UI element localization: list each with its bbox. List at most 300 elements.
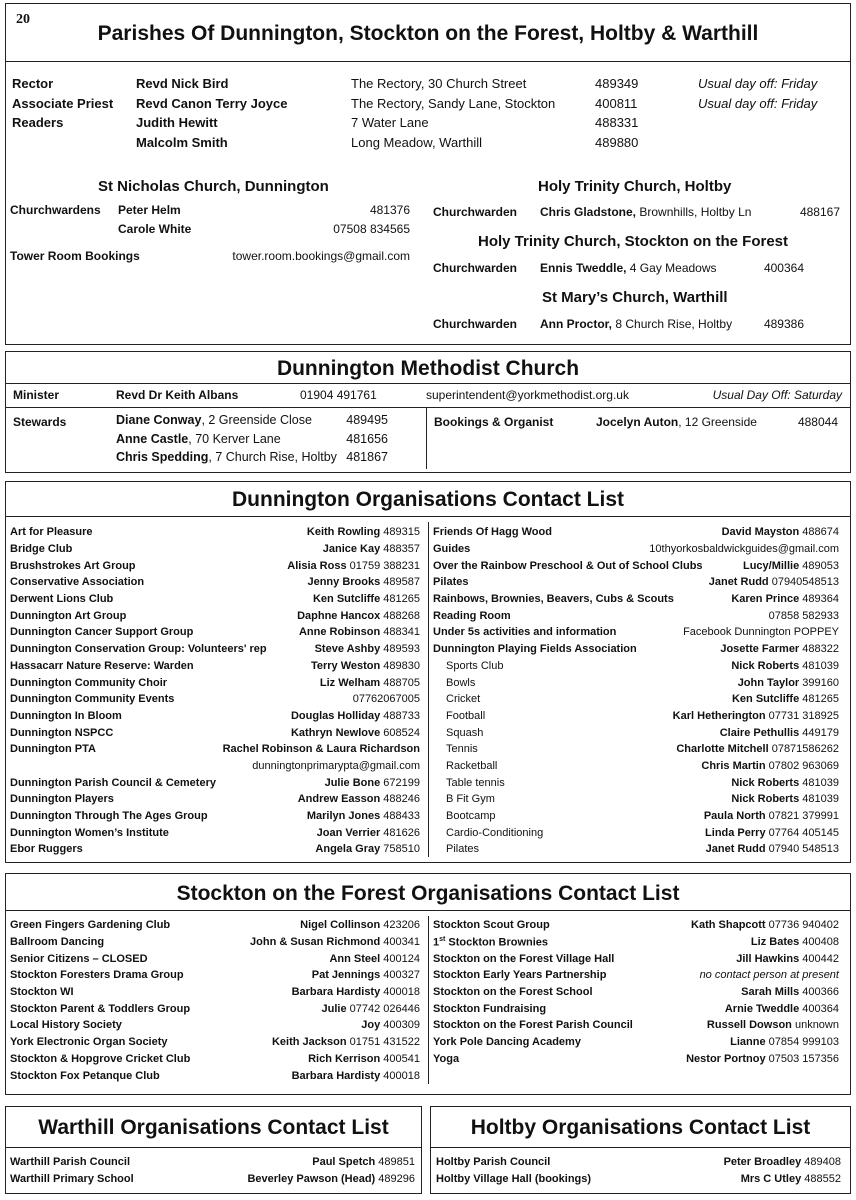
org-contact xyxy=(247,1173,415,1185)
contact-name: Janice Kay xyxy=(322,543,381,556)
org-row xyxy=(433,574,839,591)
divider xyxy=(6,516,850,517)
clergy-address: 7 Water Lane xyxy=(351,115,429,131)
divider xyxy=(6,1147,421,1148)
steward-name xyxy=(116,432,281,446)
contact-name: John Taylor xyxy=(737,676,800,689)
org-row xyxy=(10,1034,420,1051)
org-contact xyxy=(315,843,420,855)
org-contact xyxy=(709,576,839,588)
contact-name: Julie Bone xyxy=(324,776,381,789)
contact-phone: 489364 xyxy=(802,593,839,606)
org-name: Yoga xyxy=(433,1052,460,1065)
org-row xyxy=(10,934,420,951)
org-contact xyxy=(292,986,420,998)
clergy-row xyxy=(12,76,842,96)
holtby-phone: 488167 xyxy=(799,205,840,219)
org-name: Holtby Village Hall (bookings) xyxy=(436,1173,592,1186)
contact-name: Chris Martin xyxy=(701,759,766,772)
clergy-name: Revd Canon Terry Joyce xyxy=(136,95,288,111)
org-name: Pilates xyxy=(433,576,469,589)
org-contact xyxy=(329,953,420,965)
org-contact xyxy=(317,827,420,839)
steward-row xyxy=(116,450,388,469)
org-name xyxy=(433,936,548,949)
parishes-section xyxy=(5,3,851,345)
org-name: Stockton Scout Group xyxy=(433,919,550,932)
steward-address: , 2 Greenside Close xyxy=(201,413,312,427)
contact-name: Nick Roberts xyxy=(731,659,800,672)
org-row xyxy=(10,591,420,608)
org-contact xyxy=(292,1070,420,1082)
contact-phone: 672199 xyxy=(383,776,420,789)
contact-phone: 608524 xyxy=(383,726,420,739)
org-contact xyxy=(736,953,839,965)
contact-phone: 488733 xyxy=(383,709,420,722)
org-row xyxy=(433,917,839,934)
churchwardens-label: Churchwardens xyxy=(10,203,101,217)
divider xyxy=(6,910,850,911)
contact-name: Claire Pethullis xyxy=(719,726,800,739)
org-contact xyxy=(307,810,420,822)
org-name: Dunnington Art Group xyxy=(10,609,127,622)
contact-phone: 400327 xyxy=(383,969,420,982)
org-row xyxy=(433,808,839,825)
org-row xyxy=(10,724,420,741)
org-row xyxy=(10,708,420,725)
parishes-title: Parishes Of Dunnington, Stockton on the Forest, Holtby & Warthill xyxy=(97,22,759,45)
org-row xyxy=(433,674,839,691)
warthill-warden: Ann Proctor, 8 Church Rise, Holtby xyxy=(540,317,733,331)
dunnington-orgs-section xyxy=(5,481,851,863)
contact-phone: 488674 xyxy=(802,526,839,539)
org-row xyxy=(10,984,420,1001)
divider xyxy=(6,383,850,384)
steward-phone: 481656 xyxy=(346,431,388,446)
clergy-name: Revd Nick Bird xyxy=(136,76,229,91)
org-row xyxy=(433,758,839,775)
contact-phone: 07503 157356 xyxy=(768,1052,839,1065)
contact-name: Daphne Hancox xyxy=(297,609,381,622)
bookings-contact: Jocelyn Auton, 12 Greenside xyxy=(596,415,757,429)
steward-address: , 7 Church Rise, Holtby xyxy=(208,450,337,464)
org-contact xyxy=(683,626,839,638)
org-row xyxy=(433,934,839,951)
org-contact xyxy=(720,643,839,655)
stockton-orgs-title: Stockton on the Forest Organisations Contact List xyxy=(176,882,680,905)
org-row xyxy=(433,1034,839,1051)
clergy-role: Readers xyxy=(12,115,64,131)
minister-phone: 01904 491761 xyxy=(300,388,377,402)
org-contact xyxy=(676,743,839,755)
contact-phone: 488433 xyxy=(383,810,420,823)
contact-phone: 489851 xyxy=(378,1156,415,1169)
org-row xyxy=(433,524,839,541)
org-name: Warthill Parish Council xyxy=(10,1156,130,1169)
org-contact xyxy=(315,643,420,655)
org-row xyxy=(433,984,839,1001)
org-name: Dunnington In Bloom xyxy=(10,709,122,722)
contact-name: Karl Hetherington xyxy=(672,709,766,722)
contact-name: Arnie Tweddle xyxy=(724,1002,800,1015)
holtby-church-heading: Holy Trinity Church, Holtby xyxy=(538,178,732,195)
contact-name: Kathryn Newlove xyxy=(290,726,381,739)
org-row xyxy=(10,1067,420,1084)
org-name: Guides xyxy=(433,543,471,556)
org-name: Stockton on the Forest School xyxy=(433,986,593,999)
holtby-orgs-list xyxy=(436,1154,841,1187)
contact-name: Liz Welham xyxy=(319,676,381,689)
contact-phone: 01751 431522 xyxy=(349,1036,420,1049)
org-name: Under 5s activities and information xyxy=(433,626,617,639)
tower-room-email[interactable]: tower.room.bookings@gmail.com xyxy=(232,249,410,263)
org-name: Stockton Fox Petanque Club xyxy=(10,1069,160,1082)
org-contact xyxy=(308,1053,420,1065)
contact-phone: 07802 963069 xyxy=(768,759,839,772)
contact-name: Sarah Mills xyxy=(741,986,800,999)
clergy-phone: 400811 xyxy=(595,95,638,111)
clergy-list xyxy=(12,76,842,154)
org-name: Stockton on the Forest Village Hall xyxy=(433,952,615,965)
warthill-phone: 489386 xyxy=(763,317,804,331)
org-row xyxy=(433,641,839,658)
org-row xyxy=(10,841,420,858)
clergy-phone: 489349 xyxy=(595,76,639,91)
contact-phone: 07940548513 xyxy=(771,576,839,589)
contact-phone[interactable]: 10thyorkosbaldwickguides@gmail.com xyxy=(649,543,839,556)
org-row xyxy=(433,824,839,841)
org-name: Holtby Parish Council xyxy=(436,1156,551,1169)
contact-name: Nick Roberts xyxy=(731,793,800,806)
org-name: Bridge Club xyxy=(10,543,73,556)
org-name: Friends Of Hagg Wood xyxy=(433,526,552,539)
contact-phone: 400541 xyxy=(383,1052,420,1065)
contact-name: Josette Farmer xyxy=(720,643,800,656)
steward-row xyxy=(116,413,388,432)
steward-row xyxy=(116,432,388,451)
org-contact xyxy=(313,593,420,605)
org-name: Stockton Fundraising xyxy=(433,1002,547,1015)
contact-phone: 488552 xyxy=(804,1173,841,1186)
org-name: Stockton Early Years Partnership xyxy=(433,969,607,982)
dunnington-orgs-left xyxy=(10,524,420,858)
contact-name: Russell Dowson xyxy=(706,1019,792,1032)
warthill-orgs-title: Warthill Organisations Contact List xyxy=(38,1116,389,1139)
contact-phone: 400408 xyxy=(802,936,839,949)
divider xyxy=(428,916,429,1084)
contact-name: Anne Robinson xyxy=(298,626,381,639)
divider xyxy=(6,407,850,408)
contact-phone: 400364 xyxy=(802,1002,839,1015)
contact-name: Joy xyxy=(361,1019,381,1032)
steward-name-text: Diane Conway xyxy=(116,413,202,427)
churchwarden-label: Churchwarden xyxy=(433,261,518,275)
contact-phone: 01759 388231 xyxy=(349,559,420,572)
contact-phone: 400366 xyxy=(802,986,839,999)
contact-name: Andrew Easson xyxy=(297,793,381,806)
org-name: Dunnington Community Events xyxy=(10,693,175,706)
contact-name: Angela Gray xyxy=(315,843,381,856)
org-name: Over the Rainbow Preschool & Out of School Clubs xyxy=(433,559,703,572)
holtby-orgs-section xyxy=(430,1106,851,1194)
org-name: Dunnington PTA xyxy=(10,743,96,756)
org-name: Dunnington Community Choir xyxy=(10,676,168,689)
contact-phone: 400341 xyxy=(383,936,420,949)
org-row xyxy=(10,950,420,967)
org-contact xyxy=(741,986,839,998)
contact-name: Lucy/Millie xyxy=(742,559,800,572)
org-contact xyxy=(312,1156,415,1168)
contact-phone: 07764 405145 xyxy=(768,826,839,839)
org-name: Reading Room xyxy=(433,609,511,622)
clergy-role: Associate Priest xyxy=(12,95,114,111)
contact-name: David Mayston xyxy=(721,526,800,539)
contact-name: Liz Bates xyxy=(750,936,800,949)
org-name: Stockton Foresters Drama Group xyxy=(10,969,184,982)
org-row xyxy=(10,808,420,825)
contact-name: Paul Spetch xyxy=(312,1156,376,1169)
org-row xyxy=(10,917,420,934)
org-contact xyxy=(649,543,839,555)
steward-name-text: Anne Castle xyxy=(116,431,189,446)
contact-name: Lianne xyxy=(730,1036,766,1049)
org-row xyxy=(10,1154,415,1171)
contact-phone: 400124 xyxy=(383,952,420,965)
contact-name: Barbara Hardisty xyxy=(291,986,381,999)
org-row xyxy=(433,658,839,675)
org-name: Art for Pleasure xyxy=(10,526,93,539)
contact-name: Steve Ashby xyxy=(314,643,381,656)
org-name: Cricket xyxy=(446,693,481,706)
org-name: Green Fingers Gardening Club xyxy=(10,919,171,932)
org-row xyxy=(10,758,420,775)
contact-phone: 07854 999103 xyxy=(768,1036,839,1049)
contact-phone: 07736 940402 xyxy=(768,919,839,932)
clergy-phone: 488331 xyxy=(595,115,639,131)
org-row xyxy=(433,841,839,858)
clergy-row xyxy=(12,96,842,116)
org-row xyxy=(10,1171,415,1188)
contact-phone: Facebook Dunnington POPPEY xyxy=(683,626,839,639)
org-row xyxy=(10,658,420,675)
org-row xyxy=(433,741,839,758)
org-name-rest: Stockton Brownies xyxy=(445,936,549,949)
org-name: Conservative Association xyxy=(10,576,145,589)
org-name: Dunnington Conservation Group: Volunteers' rep xyxy=(10,643,267,656)
org-contact xyxy=(730,1036,839,1048)
org-row xyxy=(433,607,839,624)
contact-name: Janet Rudd xyxy=(708,576,769,589)
clergy-address: The Rectory, Sandy Lane, Stockton xyxy=(351,95,556,111)
org-row xyxy=(10,1017,420,1034)
stewards-list xyxy=(116,413,388,469)
org-contact xyxy=(732,693,839,705)
org-contact xyxy=(252,760,420,772)
org-row xyxy=(10,624,420,641)
org-contact xyxy=(297,610,420,622)
steward-name xyxy=(116,450,337,464)
warthill-orgs-section xyxy=(5,1106,422,1194)
org-name-sup: st xyxy=(439,935,446,943)
contact-name: Nick Roberts xyxy=(731,776,800,789)
clergy-name: Malcolm Smith xyxy=(136,134,228,150)
contact-phone: 07940 548513 xyxy=(768,843,839,856)
org-contact xyxy=(707,1019,839,1031)
contact-name: Charlotte Mitchell xyxy=(676,743,769,756)
clergy-phone: 489880 xyxy=(595,134,639,150)
org-row xyxy=(10,691,420,708)
org-name: Ebor Ruggers xyxy=(10,843,83,856)
org-contact xyxy=(353,693,420,705)
org-name: Dunnington NSPCC xyxy=(10,726,114,739)
org-contact xyxy=(705,827,839,839)
warden-phone: 481376 xyxy=(369,203,410,217)
org-row xyxy=(433,791,839,808)
org-name: Stockton on the Forest Parish Council xyxy=(433,1019,633,1032)
contact-name: Julie xyxy=(321,1002,347,1015)
org-contact xyxy=(307,576,420,588)
org-contact xyxy=(312,969,420,981)
org-contact xyxy=(743,560,839,572)
org-contact xyxy=(720,727,839,739)
contact-name: Linda Perry xyxy=(705,826,766,839)
org-name: Hassacarr Nature Reserve: Warden xyxy=(10,659,194,672)
org-contact xyxy=(701,760,839,772)
org-name: Derwent Lions Club xyxy=(10,593,114,606)
org-contact xyxy=(706,843,839,855)
divider xyxy=(426,407,427,469)
org-contact xyxy=(298,793,420,805)
stockton-orgs-section xyxy=(5,873,851,1095)
methodist-title: Dunnington Methodist Church xyxy=(276,357,580,380)
contact-name: Karen Prince xyxy=(731,593,800,606)
contact-name: Nestor Portnoy xyxy=(686,1052,766,1065)
steward-address: , 70 Kerver Lane xyxy=(188,431,281,446)
org-contact xyxy=(724,1156,841,1168)
clergy-day-off: Usual day off: Friday xyxy=(698,95,818,111)
clergy-row xyxy=(12,135,842,155)
org-name: B Fit Gym xyxy=(446,793,495,806)
contact-phone: 07858 582933 xyxy=(768,609,839,622)
org-row xyxy=(433,724,839,741)
org-contact xyxy=(731,777,839,789)
org-name: Ballroom Dancing xyxy=(10,936,105,949)
org-row xyxy=(10,641,420,658)
org-row xyxy=(10,967,420,984)
org-row xyxy=(10,574,420,591)
org-name: Dunnington Cancer Support Group xyxy=(10,626,194,639)
org-name: Table tennis xyxy=(446,776,505,789)
org-row xyxy=(433,624,839,641)
org-name: Sports Club xyxy=(446,659,504,672)
contact-phone: 481039 xyxy=(802,776,839,789)
org-row xyxy=(10,791,420,808)
contact-name: Joan Verrier xyxy=(316,826,381,839)
page-number: 20 xyxy=(16,12,30,27)
divider xyxy=(6,61,850,62)
contact-name: Barbara Hardisty xyxy=(291,1069,381,1082)
contact-name: Keith Jackson xyxy=(271,1036,347,1049)
minister-label: Minister xyxy=(13,388,60,402)
steward-phone: 481867 xyxy=(346,450,388,464)
warden-name: Peter Helm xyxy=(118,203,181,217)
org-name: Dunnington Through The Ages Group xyxy=(10,810,208,823)
contact-name: Peter Broadley xyxy=(723,1156,802,1169)
org-contact xyxy=(325,777,420,789)
org-row xyxy=(10,1000,420,1017)
contact-phone: 481626 xyxy=(383,826,420,839)
contact-phone: 400018 xyxy=(383,1069,420,1082)
org-row xyxy=(10,524,420,541)
org-row xyxy=(10,607,420,624)
org-name: Stockton WI xyxy=(10,986,74,999)
churchwarden-label: Churchwarden xyxy=(433,205,518,219)
holtby-orgs-title: Holtby Organisations Contact List xyxy=(470,1116,811,1139)
contact-phone: 400309 xyxy=(383,1019,420,1032)
clergy-role: Rector xyxy=(12,76,54,91)
contact-name: Douglas Holliday xyxy=(290,709,381,722)
org-contact xyxy=(725,1003,839,1015)
contact-phone: 423206 xyxy=(383,919,420,932)
org-name: Cardio-Conditioning xyxy=(446,826,544,839)
warden-phone: 07508 834565 xyxy=(333,222,410,236)
org-contact xyxy=(700,969,839,981)
contact-phone: 488246 xyxy=(383,793,420,806)
contact-phone[interactable]: dunningtonprimarypta@gmail.com xyxy=(252,759,420,772)
contact-name: Terry Weston xyxy=(310,659,381,672)
st-nicholas-heading: St Nicholas Church, Dunnington xyxy=(98,178,329,195)
org-name: Racketball xyxy=(446,759,498,772)
org-contact xyxy=(291,710,420,722)
bookings-phone: 488044 xyxy=(797,415,838,429)
methodist-section xyxy=(5,351,851,473)
org-row xyxy=(433,591,839,608)
org-row xyxy=(433,691,839,708)
contact-phone: 488705 xyxy=(383,676,420,689)
org-name: Warthill Primary School xyxy=(10,1173,134,1186)
clergy-address: The Rectory, 30 Church Street xyxy=(351,76,527,91)
divider xyxy=(431,1147,850,1148)
contact-name: Kath Shapcott xyxy=(691,919,766,932)
holtby-warden: Chris Gladstone, Brownhills, Holtby Ln xyxy=(540,205,752,219)
contact-name: Keith Rowling xyxy=(306,526,381,539)
contact-phone: 488322 xyxy=(802,643,839,656)
org-name: Dunnington Women’s Institute xyxy=(10,826,169,839)
org-contact xyxy=(731,793,839,805)
contact-name: John & Susan Richmond xyxy=(250,936,381,949)
org-contact xyxy=(738,677,839,689)
contact-phone: 481265 xyxy=(383,593,420,606)
contact-phone: 400442 xyxy=(802,952,839,965)
org-name: Bowls xyxy=(446,676,476,689)
org-contact xyxy=(673,710,839,722)
contact-name: Ann Steel xyxy=(329,952,381,965)
org-contact xyxy=(686,1053,839,1065)
contact-name: Beverley Pawson (Head) xyxy=(247,1173,376,1186)
org-contact xyxy=(741,1173,841,1185)
contact-name: Paula North xyxy=(703,810,766,823)
contact-name: Ken Sutcliffe xyxy=(312,593,381,606)
org-row xyxy=(433,541,839,558)
contact-phone: unknown xyxy=(794,1019,839,1032)
contact-phone: 07871586262 xyxy=(771,743,839,756)
steward-name-text: Chris Spedding xyxy=(116,450,209,464)
org-row xyxy=(436,1171,841,1188)
contact-name: Pat Jennings xyxy=(311,969,381,982)
org-contact xyxy=(322,1003,421,1015)
minister-email[interactable]: superintendent@yorkmethodist.org.uk xyxy=(426,388,629,402)
stockton-warden: Ennis Tweddle, 4 Gay Meadows xyxy=(540,261,717,275)
